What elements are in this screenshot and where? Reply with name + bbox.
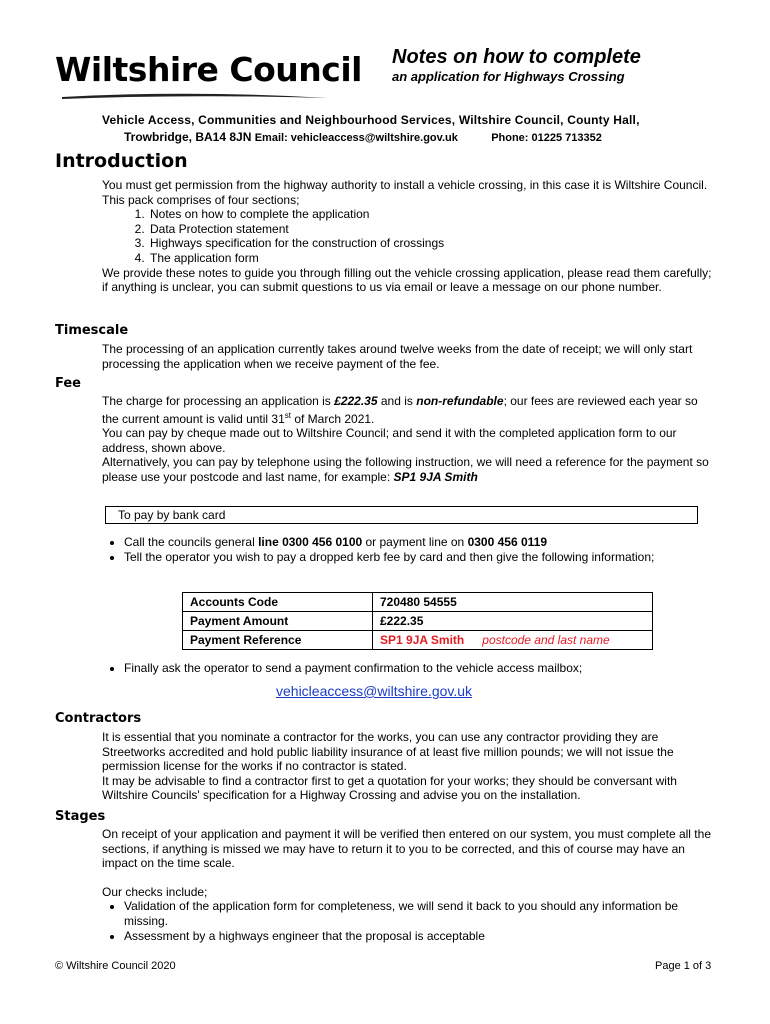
fee-heading: Fee [55,376,81,391]
table-cell-value: 720480 54555 [373,593,653,612]
contractors-heading: Contractors [55,711,142,726]
introduction-para-2: We provide these notes to guide you through filling out the vehicle crossing application, please read them carefully; if anything is unclear, you can submit questions to us via email or leave a message on our phone number. [102,265,712,295]
general-line-number: line 0300 456 0100 [258,535,363,549]
sections-list [102,207,717,265]
contractors-para-2: It may be advisable to find a contractor first to get a quotation for your works; they should be conversant with Wiltshire Councils' specification for a Highway Crossing and advise you on the installation. [102,773,677,803]
step-text: or payment line on [362,535,468,549]
introduction-para-1: You must get permission from the highway authority to install a vehicle crossing, in this case it is Wiltshire Council. This pack comprises of four sections; [102,178,708,207]
fee-body [102,394,717,485]
list-item: • Finally ask the operator to send a payment confirmation to the vehicle access mailbox; [124,661,717,676]
payment-instructions [102,535,717,564]
fee-text: ; our fees are reviewed each year so the current amount is valid until 31 [102,394,698,426]
page-number: Page 1 of 3 [655,960,712,972]
payment-line-number: 0300 456 0119 [467,535,547,549]
stages-heading: Stages [55,809,106,824]
payment-details-table [182,592,653,650]
contractors-para-1: It is essential that you nominate a contractor for the works, you can use any contractor providing they are Streetworks accredited and hold public liability insurance of at least five million pounds; we will not issue the permission license for the works if no contractor is stated. [102,730,674,774]
fee-text: Alternatively, you can pay by telephone using the following instruction, we will need a reference for the payment so please use your postcode and last name, for example: [102,455,709,484]
logo-swoosh-icon [60,88,330,102]
stages-para-1: On receipt of your application and payment it will be verified then entered on our system, you must complete all the sections, if anything is missed we may have to return it to you to be corrected, and this of course may have an impact on the time scale. [102,827,711,871]
list-item: • Assessment by a highways engineer that the proposal is acceptable [124,929,717,944]
ordinal-suffix: st [284,410,291,420]
payment-steps [102,535,717,564]
address-line-1: Vehicle Access, Communities and Neighbourhood Services, Wiltshire Council, County Hall, [102,113,640,127]
step-text: Call the councils general [124,535,259,549]
checks-list [102,899,717,943]
council-logo: Wiltshire Council [55,50,362,89]
stages-body [102,827,717,943]
introduction-heading: Introduction [55,150,188,172]
address-town: Trowbridge, BA14 8JN [124,130,252,144]
table-cell-label: Accounts Code [183,593,373,612]
table-cell-value: £222.35 [373,612,653,631]
contact-email: Email: vehicleaccess@wiltshire.gov.uk [254,132,458,144]
table-row [183,593,653,612]
document-title: Notes on how to complete [392,46,641,68]
list-item: 2. Data Protection statement [148,222,717,237]
non-refundable-text: non-refundable [416,394,504,408]
fee-para-3 [102,455,717,484]
list-item: 3. Highways specification for the construction of crossings [148,236,717,251]
introduction-body [102,178,717,295]
contractors-body [102,730,717,803]
table-cell-label: Payment Amount [183,612,373,631]
contact-phone: Phone: 01225 713352 [491,132,602,144]
fee-amount: £222.35 [334,394,378,408]
fee-text: and is [377,394,417,408]
timescale-heading: Timescale [55,323,129,338]
table-cell-value [373,631,653,650]
payment-reference: SP1 9JA Smith [380,633,465,647]
list-item: • Validation of the application form for completeness, we will send it back to you should any information be missing. [124,899,717,928]
address-line-2 [124,130,602,144]
payment-final-step [102,661,717,676]
mailbox-email-link[interactable]: vehicleaccess@wiltshire.gov.uk [276,683,473,699]
table-cell-label: Payment Reference [183,631,373,650]
fee-text: The charge for processing an application is [102,394,335,408]
list-item: 1. Notes on how to complete the application [148,207,717,222]
reference-example: SP1 9JA Smith [393,469,478,484]
footer-copyright: © Wiltshire Council 2020 [55,960,176,972]
table-row [183,612,653,631]
fee-para-2: You can pay by cheque made out to Wiltshire Council; and send it with the completed application form to our address, shown above. [102,426,677,455]
list-item: • Tell the operator you wish to pay a dropped kerb fee by card and then give the following information; [124,550,717,565]
table-row [183,631,653,650]
timescale-text: The processing of an application currently takes around twelve weeks from the date of receipt; we will only start processing the application when we receive payment of the fee. [102,342,693,371]
list-item [124,535,717,550]
document-subtitle: an application for Highways Crossing [392,69,625,84]
pay-by-card-box: To pay by bank card [105,506,698,524]
list-item: 4. The application form [148,251,717,266]
payment-steps-final [102,661,717,676]
checks-intro: Our checks include; [102,884,208,899]
fee-text: of March 2021. [291,411,375,426]
reference-note: postcode and last name [482,633,610,647]
fee-para-1 [102,394,717,426]
